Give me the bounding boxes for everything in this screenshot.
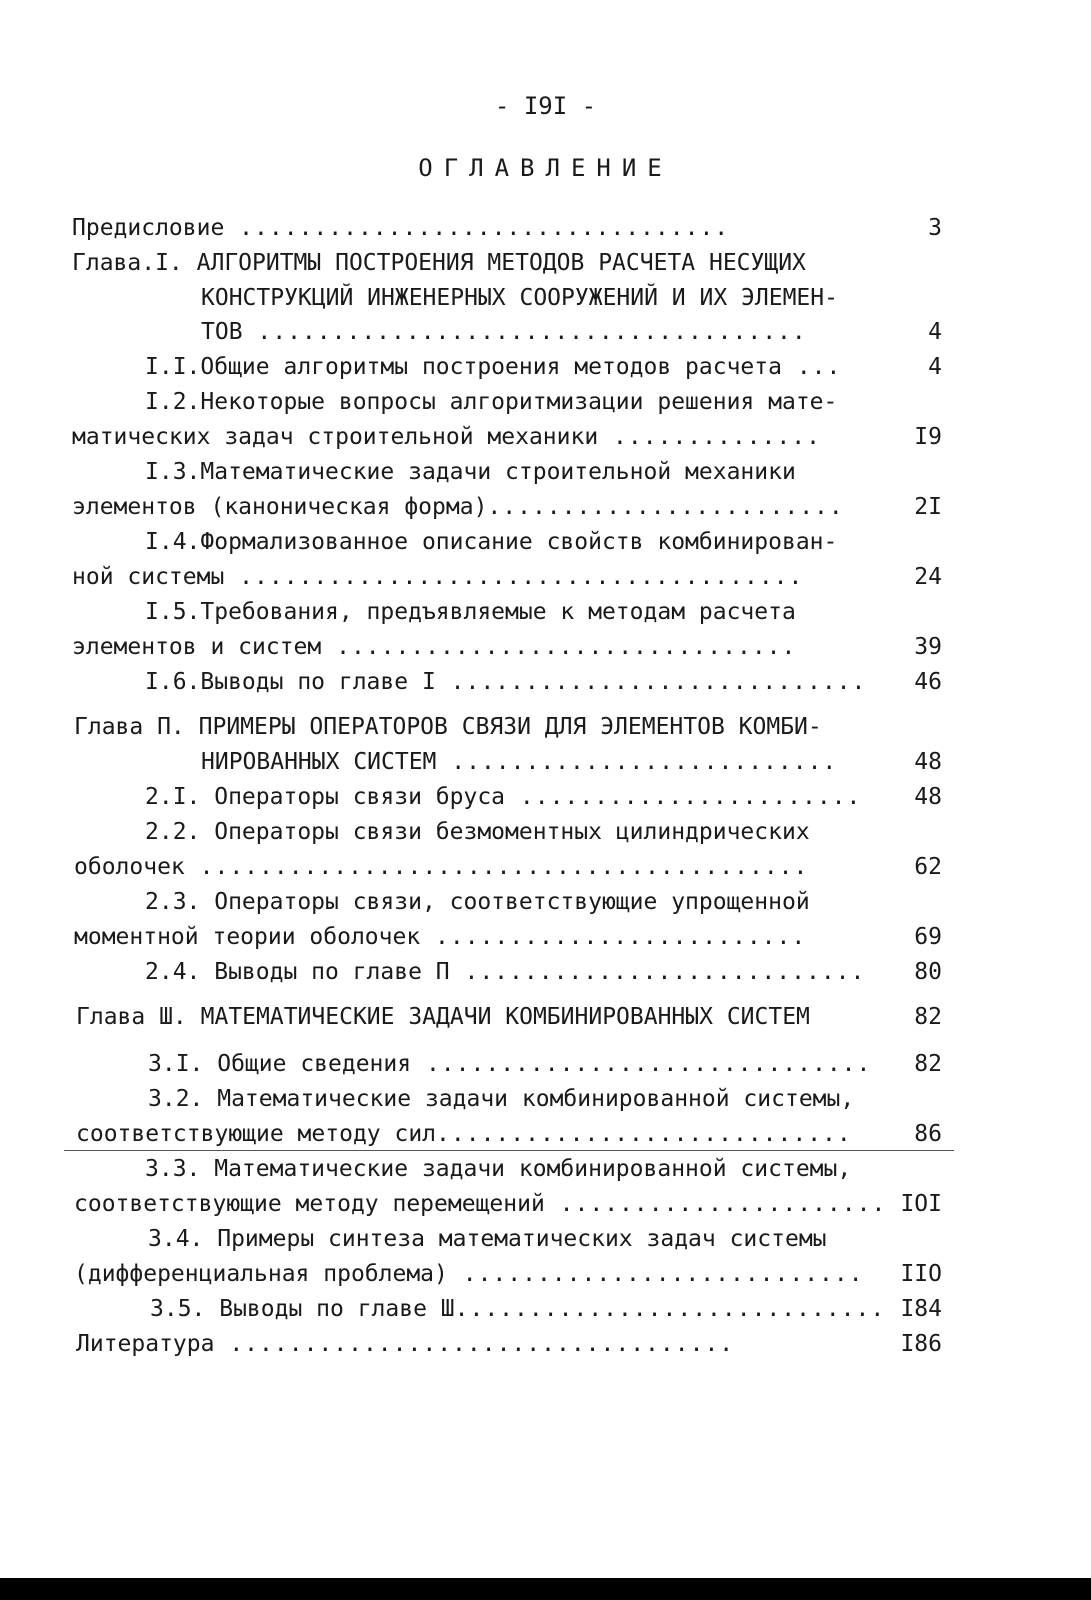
toc-page-number: 4: [928, 319, 942, 345]
toc-entry: [76, 1118, 884, 1150]
toc-entry: [72, 561, 872, 593]
toc-entry: [74, 851, 872, 883]
toc-leader-dots: ............................: [436, 1121, 852, 1147]
toc-leader-dots: .................................: [224, 215, 730, 241]
toc-page-number: 3: [928, 215, 942, 241]
toc-leader-dots: .....................................: [242, 319, 807, 345]
toc-chapter-2: Глава П. ПРИМЕРЫ ОПЕРАТОРОВ СВЯЗИ ДЛЯ ЭЛЕМЕНТОВ КОМБИ-: [74, 714, 822, 740]
toc-entry-text: Литература: [76, 1331, 215, 1357]
toc-entry-text: ной системы: [72, 564, 225, 590]
toc-leader-dots: ..............: [598, 424, 821, 450]
toc-leader-dots: .........................................: [184, 854, 809, 880]
toc-page-number: 80: [914, 959, 942, 985]
toc-page-number: 24: [914, 564, 942, 590]
toc-entry: I.2.Некоторые вопросы алгоритмизации решения мате-: [145, 389, 838, 415]
toc-entry-text: ТОВ: [201, 319, 243, 345]
toc-entry: [72, 631, 872, 663]
toc-entry: 2.2. Операторы связи безмоментных цилиндрических: [145, 819, 810, 845]
toc-entry: [201, 746, 871, 778]
toc-entry: [145, 351, 871, 383]
toc-page-number: I86: [900, 1331, 942, 1357]
toc-leader-dots: ...........................: [447, 1261, 864, 1287]
toc-entry-text: элементов и систем: [72, 634, 322, 660]
toc-page-number: I9: [914, 424, 942, 450]
toc-entry-text: (дифференциальная проблема): [74, 1261, 448, 1287]
toc-entry: I.3.Математические задачи строительной механики: [145, 459, 796, 485]
toc-entry: [150, 1293, 886, 1325]
toc-entry-text: элементов (каноническая форма): [72, 494, 488, 520]
toc-leader-dots: ........................: [487, 494, 844, 520]
toc-page-number: 48: [914, 749, 942, 775]
toc-entry: [145, 666, 871, 698]
toc-entry: 3.3. Математические задачи комбинированной системы,: [145, 1156, 852, 1182]
toc-entry-text: оболочек: [74, 854, 185, 880]
toc-entry: 2.3. Операторы связи, соответствующие упрощенной: [145, 889, 810, 915]
scan-bottom-edge: [0, 1578, 1091, 1600]
toc-entry-references: [76, 1328, 886, 1360]
toc-page-number: 62: [914, 854, 942, 880]
toc-page-number: 69: [914, 924, 942, 950]
toc-entry: [201, 316, 871, 348]
toc-chapter-1: Глава.I. АЛГОРИТМЫ ПОСТРОЕНИЯ МЕТОДОВ РАСЧЕТА НЕСУЩИХ: [72, 250, 806, 276]
toc-page-number: 82: [914, 1051, 942, 1077]
toc-entry-text: Предисловие: [72, 215, 225, 241]
toc-entry-text: соответствующие методу сил: [76, 1121, 437, 1147]
toc-entry-text: матических задач строительной механики: [72, 424, 599, 450]
toc-leader-dots: ..........................: [436, 749, 838, 775]
toc-page-number: 82: [914, 1004, 942, 1030]
toc-leader-dots: ...............................: [321, 634, 797, 660]
toc-entry: 3.2. Математические задачи комбинированной системы,: [148, 1086, 855, 1112]
toc-entry: [74, 1258, 886, 1290]
toc-entry-text: 3.I. Общие сведения: [148, 1051, 412, 1077]
toc-chapter-3: Глава Ш. МАТЕМАТИЧЕСКИЕ ЗАДАЧИ КОМБИНИРОВАННЫХ СИСТЕМ: [76, 1004, 810, 1030]
toc-entry-text: НИРОВАННЫХ СИСТЕМ: [201, 749, 437, 775]
toc-leader-dots: .......................: [505, 784, 862, 810]
toc-entry: [145, 956, 871, 988]
toc-entry-text: 2.4. Выводы по главе П: [145, 959, 450, 985]
toc-entry-text: 2.I. Операторы связи бруса: [145, 784, 506, 810]
toc-leader-dots: ..................................: [214, 1331, 735, 1357]
toc-page-number: 48: [914, 784, 942, 810]
page-number: - I9I -: [494, 92, 597, 120]
toc-leader-dots: .............................: [454, 1296, 886, 1322]
toc-page-number: 46: [914, 669, 942, 695]
scan-rule-line: [64, 1150, 954, 1151]
toc-page-number: 2I: [914, 494, 942, 520]
toc-entry: [74, 921, 872, 953]
toc-entry-preface: [72, 212, 872, 244]
toc-leader-dots: ............................: [435, 669, 867, 695]
toc-chapter-1-cont: КОНСТРУКЦИЙ ИНЖЕНЕРНЫХ СООРУЖЕНИЙ И ИХ ЭЛЕМЕН-: [201, 285, 838, 311]
toc-leader-dots: ......................................: [224, 564, 804, 590]
toc-page-number: 86: [914, 1121, 942, 1147]
toc-entry: [72, 421, 872, 453]
toc-page-number: IOI: [900, 1191, 942, 1217]
toc-leader-dots: ..............................: [411, 1051, 872, 1077]
toc-entry-text: 3.5. Выводы по главе Ш: [150, 1296, 455, 1322]
toc-entry: I.4.Формализованное описание свойств комбинирован-: [145, 529, 838, 555]
toc-entry-text: I.I.Общие алгоритмы построения методов расчета: [145, 354, 782, 380]
toc-entry: I.5.Требования, предъявляемые к методам расчета: [145, 599, 796, 625]
toc-leader-dots: ......................: [544, 1191, 886, 1217]
toc-entry: 3.4. Примеры синтеза математических задач системы: [148, 1226, 827, 1252]
toc-entry: [74, 1188, 886, 1220]
toc-entry-text: моментной теории оболочек: [74, 924, 421, 950]
toc-entry: [148, 1048, 872, 1080]
toc-entry: [145, 781, 871, 813]
toc-page-number: I84: [900, 1296, 942, 1322]
toc-leader-dots: ...........................: [449, 959, 866, 985]
toc-entry-text: соответствующие методу перемещений: [74, 1191, 545, 1217]
toc-title: ОГЛАВЛЕНИЕ: [418, 154, 673, 182]
toc-page-number: 4: [928, 354, 942, 380]
toc-entry-text: I.6.Выводы по главе I: [145, 669, 436, 695]
toc-leader-dots: .........................: [420, 924, 807, 950]
toc-leader-dots: ...: [781, 354, 842, 380]
toc-entry: [72, 491, 872, 523]
toc-page-number: 39: [914, 634, 942, 660]
toc-page-number: IIO: [900, 1261, 942, 1287]
